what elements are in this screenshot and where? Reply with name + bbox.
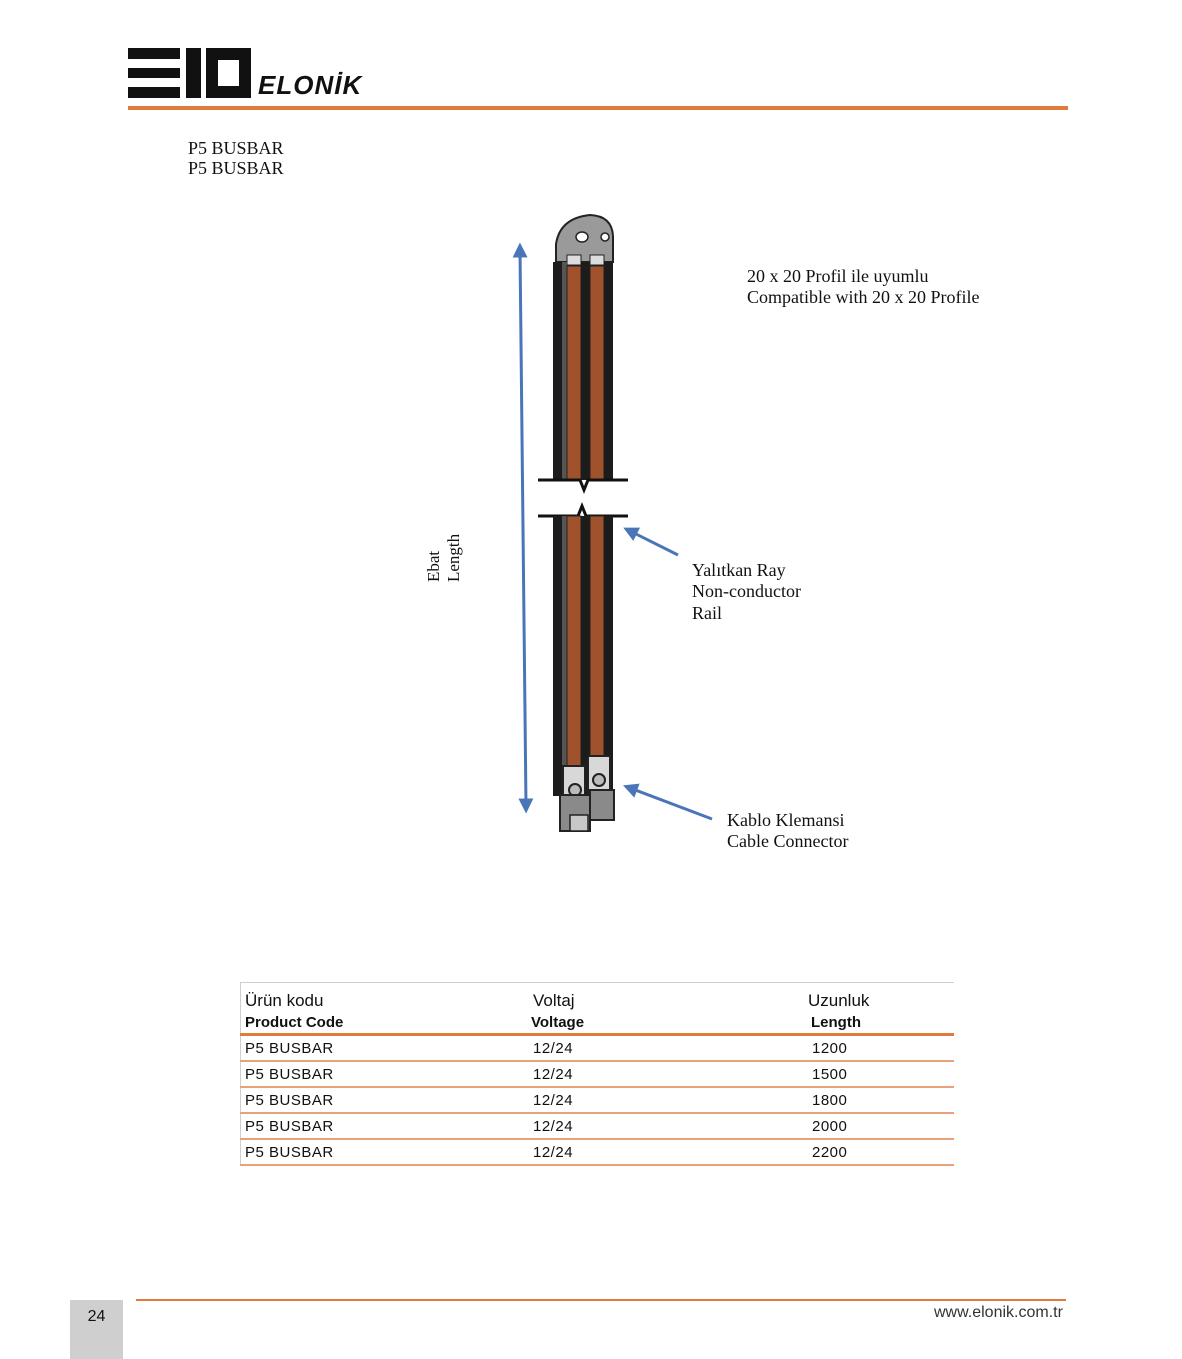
- profile-compatibility-callout: [747, 266, 979, 308]
- col-header-length-en: Length: [803, 1011, 954, 1035]
- busbar-top-cap: [556, 215, 613, 265]
- busbar-upper-section: [553, 262, 613, 480]
- col-header-length-tr: Uzunluk: [803, 983, 954, 1012]
- cell-product-code: P5 BUSBAR: [241, 1061, 526, 1087]
- header-divider: [128, 106, 1068, 110]
- table-row: [241, 1087, 955, 1113]
- table-row: [241, 1139, 955, 1165]
- connector-callout-arrow: [630, 788, 712, 819]
- col-header-product-code-en: Product Code: [241, 1011, 526, 1035]
- cell-product-code: P5 BUSBAR: [241, 1035, 526, 1062]
- title-line-tr: P5 BUSBAR: [188, 138, 284, 158]
- brand-logo-word: ELONİK: [258, 70, 363, 100]
- table-row: [241, 1113, 955, 1139]
- cell-product-code: P5 BUSBAR: [241, 1113, 526, 1139]
- cell-length: 1800: [803, 1087, 954, 1113]
- cell-voltage: 12/24: [525, 1087, 803, 1113]
- website-link[interactable]: www.elonik.com.tr: [934, 1304, 1063, 1321]
- callout-rail-en-2: Rail: [692, 603, 722, 623]
- page-number: 24: [87, 1308, 106, 1325]
- page-title: [188, 138, 284, 178]
- busbar-illustration: [400, 205, 730, 850]
- product-spec-table: [240, 982, 954, 1166]
- busbar-lower-section: [553, 516, 613, 796]
- length-label-en: Length: [444, 533, 463, 582]
- brand-logo-mark: [128, 44, 254, 103]
- cell-length: 1500: [803, 1061, 954, 1087]
- col-header-product-code-tr: Ürün kodu: [241, 983, 526, 1012]
- title-line-en: P5 BUSBAR: [188, 158, 284, 178]
- cable-connector-block: [560, 756, 614, 831]
- rail-callout: [692, 560, 801, 624]
- connector-callout: [727, 810, 848, 852]
- col-header-voltage-tr: Voltaj: [525, 983, 803, 1012]
- cell-voltage: 12/24: [525, 1035, 803, 1062]
- length-dimension-arrow: [520, 250, 526, 806]
- table-row: [241, 1035, 955, 1062]
- rail-callout-arrow: [630, 531, 678, 555]
- cell-length: 2200: [803, 1139, 954, 1165]
- callout-connector-en: Cable Connector: [727, 831, 849, 851]
- cell-length: 1200: [803, 1035, 954, 1062]
- callout-connector-tr: Kablo Klemansi: [727, 810, 845, 830]
- cell-voltage: 12/24: [525, 1139, 803, 1165]
- cell-product-code: P5 BUSBAR: [241, 1139, 526, 1165]
- cell-product-code: P5 BUSBAR: [241, 1087, 526, 1113]
- cell-voltage: 12/24: [525, 1113, 803, 1139]
- length-label-tr: Ebat: [424, 550, 443, 582]
- length-label: [424, 534, 464, 582]
- cell-length: 2000: [803, 1113, 954, 1139]
- table-header-row-en: [241, 1011, 955, 1035]
- table-header-row-tr: [241, 983, 955, 1012]
- col-header-voltage-en: Voltage: [525, 1011, 803, 1035]
- callout-rail-tr: Yalıtkan Ray: [692, 560, 786, 580]
- table-row: [241, 1061, 955, 1087]
- callout-profile-en: Compatible with 20 x 20 Profile: [747, 287, 980, 307]
- footer-divider: [136, 1299, 1066, 1301]
- callout-profile-tr: 20 x 20 Profil ile uyumlu: [747, 266, 929, 286]
- callout-rail-en-1: Non-conductor: [692, 581, 801, 601]
- cell-voltage: 12/24: [525, 1061, 803, 1087]
